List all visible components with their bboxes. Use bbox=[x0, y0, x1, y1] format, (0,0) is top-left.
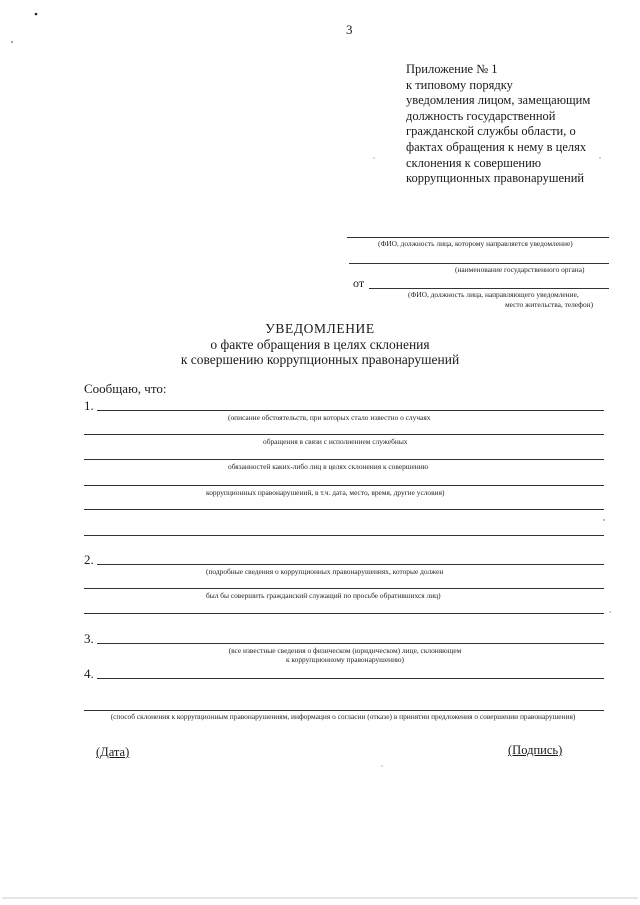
organ-caption: (наименование государственного органа) bbox=[455, 265, 585, 274]
intro-text: Сообщаю, что: bbox=[84, 381, 167, 396]
item-3-caption-1: (все известные сведения о физическом (юридическом) лице, склоняющем bbox=[228, 646, 462, 655]
title-line-2: о факте обращения в целях склонения bbox=[210, 336, 430, 352]
item-4-caption: (способ склонения к коррупционным правонарушениям, информация о согласии (отказе) в принятии предложения о совершении правонарушения) bbox=[110, 712, 576, 721]
from-label: от bbox=[353, 276, 365, 290]
appendix-line: уведомления лицом, замещающим bbox=[406, 93, 591, 108]
sender-caption-2: место жительства, телефон) bbox=[505, 300, 594, 309]
appendix-line: коррупционных правонарушений bbox=[406, 171, 585, 186]
sender-caption-1: (ФИО, должность лица, направляющего уведомление, bbox=[408, 290, 579, 299]
scan-speck bbox=[11, 41, 13, 43]
scan-speck bbox=[381, 765, 382, 766]
appendix-line: фактах обращения к нему в целях bbox=[406, 139, 587, 154]
title-line-3: к совершению коррупционных правонарушений bbox=[180, 352, 460, 367]
item-4-number: 4. bbox=[84, 666, 94, 681]
item-1-caption-2: обращения в связи с исполнением служебных bbox=[263, 437, 408, 446]
signature-label: (Подпись) bbox=[508, 743, 563, 757]
page-number: 3 bbox=[346, 22, 353, 37]
scan-speck bbox=[609, 611, 610, 612]
item-3-caption-2: к коррупционному правонарушению) bbox=[285, 655, 405, 665]
date-label: (Дата) bbox=[96, 745, 130, 759]
item-2-caption-2: был бы совершить гражданский служащий по просьбе обратившихся лиц) bbox=[206, 591, 441, 600]
appendix-line: должность государственной bbox=[406, 108, 556, 123]
scan-speck bbox=[35, 13, 38, 16]
scan-speck bbox=[599, 157, 600, 158]
recipient-caption: (ФИО, должность лица, которому направляется уведомление) bbox=[378, 239, 573, 248]
appendix-line: гражданской службы области, о bbox=[406, 124, 576, 139]
item-1-caption-4: коррупционных правонарушений, в т.ч. дата, место, время, другие условия) bbox=[206, 488, 445, 497]
scan-speck bbox=[373, 157, 374, 158]
appendix-line: к типовому порядку bbox=[406, 77, 513, 92]
appendix-line: склонения к совершению bbox=[406, 155, 542, 170]
appendix-line: Приложение № 1 bbox=[406, 62, 498, 76]
item-1-caption-1: (описание обстоятельств, при которых стало известно о случаях bbox=[228, 413, 431, 422]
item-1-caption-3: обязанностей каких-либо лиц в целях склонения к совершению bbox=[228, 462, 429, 471]
title-main: УВЕДОМЛЕНИЕ bbox=[265, 321, 375, 336]
item-3-number: 3. bbox=[84, 631, 94, 646]
item-1-number: 1. bbox=[84, 398, 94, 413]
item-2-number: 2. bbox=[84, 552, 94, 567]
scan-speck bbox=[603, 519, 604, 520]
item-2-caption-1: (подробные сведения о коррупционных правонарушениях, которые должен bbox=[206, 567, 444, 576]
